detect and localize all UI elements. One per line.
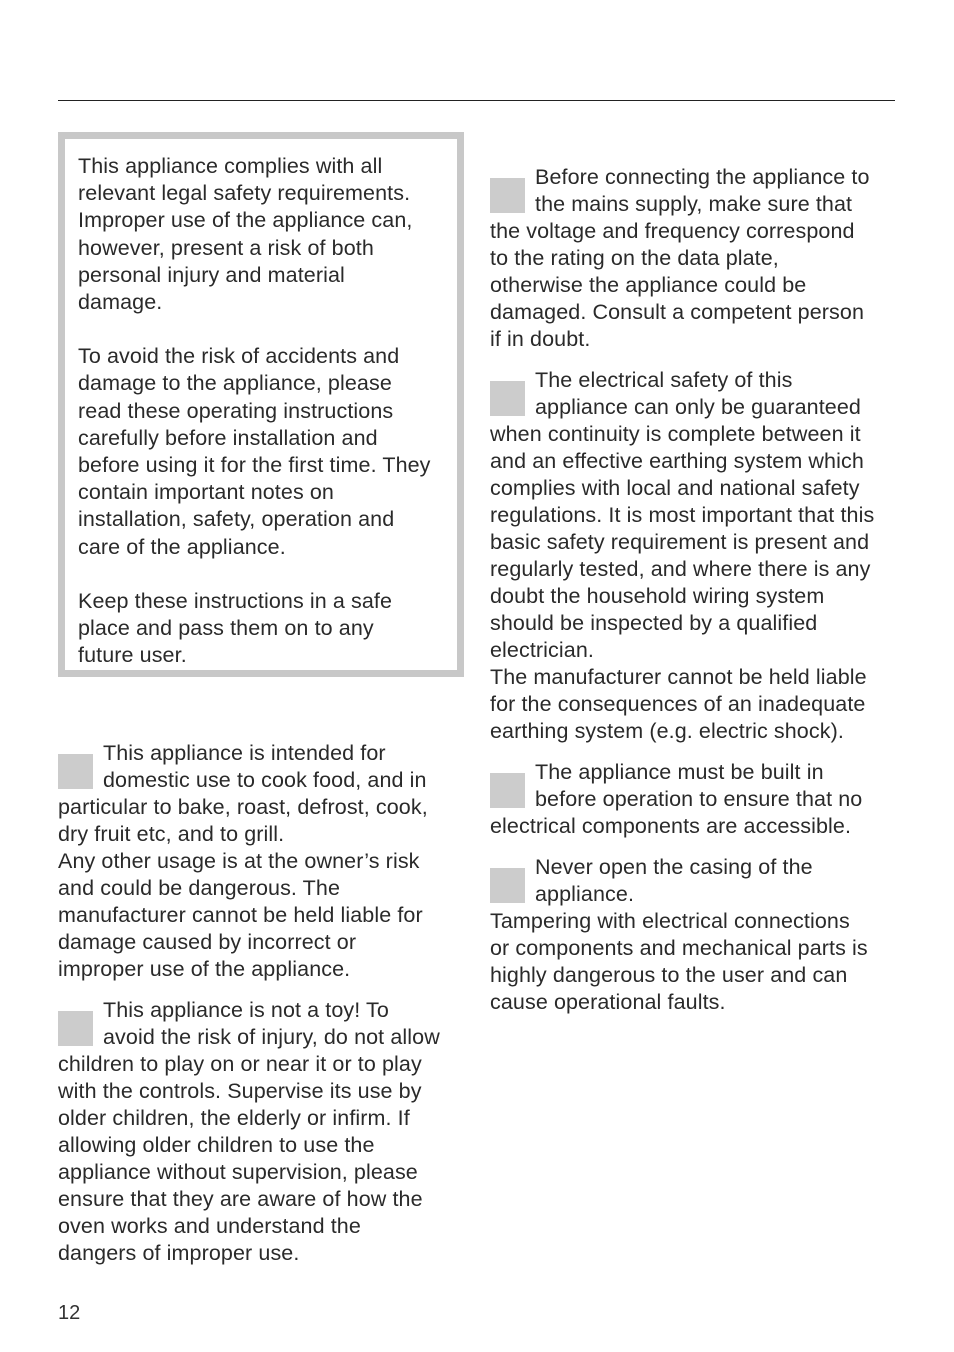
text-line: regularly tested, and where there is any — [490, 557, 871, 581]
text-line: for the consequences of an inadequate — [490, 692, 866, 716]
text-line: Improper use of the appliance can, — [78, 208, 413, 233]
text-line: This appliance complies with all — [78, 154, 383, 178]
text-line: ensure that they are aware of how the — [58, 1187, 423, 1211]
text-line: otherwise the appliance could be — [490, 273, 807, 297]
text-line: earthing system (e.g. electric shock). — [490, 719, 844, 743]
text-line: basic safety requirement is present and — [490, 530, 870, 554]
text-line: place and pass them on to any — [78, 616, 374, 641]
text-line: doubt the household wiring system — [490, 584, 825, 608]
intro-paragraph-3 — [78, 588, 445, 670]
text-line: dangers of improper use. — [58, 1241, 300, 1265]
page-number: 12 — [58, 1302, 81, 1324]
text-line: oven works and understand the — [58, 1214, 361, 1238]
text-line: improper use of the appliance. — [58, 957, 351, 981]
warning-marker-icon — [58, 1011, 93, 1046]
warning-marker-icon — [490, 178, 525, 213]
text-line: children to play on or near it or to play — [58, 1052, 422, 1076]
text-line: manufacturer cannot be held liable for — [58, 903, 423, 927]
text-line: contain important notes on — [78, 480, 334, 505]
text-line: electrical components are accessible. — [490, 814, 852, 838]
text-line: appliance can only be guaranteed — [535, 395, 861, 419]
safety-item-built-in — [490, 759, 900, 840]
text-line: older children, the elderly or infirm. If — [58, 1106, 410, 1130]
text-line: highly dangerous to the user and can — [490, 963, 848, 987]
text-line: if in doubt. — [490, 327, 591, 351]
text-line: and an effective earthing system which — [490, 449, 864, 473]
text-line: the voltage and frequency correspond — [490, 219, 855, 243]
text-line: The appliance must be built in — [535, 760, 824, 784]
text-line: and could be dangerous. The — [58, 876, 341, 900]
left-column — [58, 740, 458, 1267]
header-rule — [58, 100, 895, 101]
text-line: appliance without supervision, please — [58, 1160, 418, 1184]
warning-marker-icon — [490, 773, 525, 808]
text-line: care of the appliance. — [78, 534, 286, 559]
safety-item-electrical-safety — [490, 367, 900, 745]
warning-marker-icon — [490, 381, 525, 416]
safety-item-casing — [490, 854, 900, 1016]
text-line: complies with local and national safety — [490, 476, 860, 500]
text-line: Any other usage is at the owner’s risk — [58, 849, 420, 873]
text-line: particular to bake, roast, defrost, cook, — [58, 795, 428, 819]
warning-marker-icon — [490, 868, 525, 903]
text-line: carefully before installation and — [78, 425, 378, 450]
text-line: the mains supply, make sure that — [535, 192, 853, 216]
intro-paragraph-1 — [78, 153, 445, 316]
text-line: relevant legal safety requirements. — [78, 181, 411, 206]
text-line: domestic use to cook food, and in — [103, 768, 427, 792]
text-line: regulations. It is most important that this — [490, 503, 875, 527]
text-line: damaged. Consult a competent person — [490, 300, 865, 324]
text-line: should be inspected by a qualified — [490, 611, 818, 635]
text-line: To avoid the risk of accidents and — [78, 344, 400, 369]
text-line: before using it for the first time. They — [78, 453, 431, 478]
text-line: with the controls. Supervise its use by — [58, 1079, 422, 1103]
safety-item-children — [58, 997, 458, 1267]
text-line: Before connecting the appliance to — [535, 165, 870, 189]
intro-paragraph-2 — [78, 343, 445, 561]
text-line: installation, safety, operation and — [78, 507, 395, 532]
text-line: This appliance is intended for — [103, 741, 386, 765]
text-line: to the rating on the data plate, — [490, 246, 779, 270]
text-line: appliance. — [535, 882, 635, 906]
text-line: damage. — [78, 290, 163, 315]
text-line: damage caused by incorrect or — [58, 930, 357, 954]
warning-marker-icon — [58, 754, 93, 789]
text-line: dry fruit etc, and to grill. — [58, 822, 285, 846]
text-line: cause operational faults. — [490, 990, 726, 1014]
safety-item-mains-supply — [490, 164, 900, 353]
text-line: Keep these instructions in a safe — [78, 588, 393, 613]
text-line: The manufacturer cannot be held liable — [490, 665, 867, 689]
text-line: before operation to ensure that no — [535, 787, 863, 811]
text-line: The electrical safety of this — [535, 368, 793, 392]
text-line: or components and mechanical parts is — [490, 936, 868, 960]
text-line: electrician. — [490, 638, 594, 662]
text-line: This appliance is not a toy! To — [103, 998, 389, 1022]
text-line: allowing older children to use the — [58, 1133, 375, 1157]
text-line: avoid the risk of injury, do not allow — [103, 1025, 440, 1049]
text-line: however, present a risk of both — [78, 235, 374, 260]
text-line: personal injury and material — [78, 262, 345, 287]
text-line: Tampering with electrical connections — [490, 909, 850, 933]
text-line: future user. — [78, 643, 187, 668]
right-column — [490, 164, 900, 1016]
text-line: read these operating instructions — [78, 398, 394, 423]
text-line: Never open the casing of the — [535, 855, 813, 879]
text-line: damage to the appliance, please — [78, 371, 392, 396]
intro-notice-box — [58, 132, 464, 677]
text-line: when continuity is complete between it — [490, 422, 861, 446]
safety-item-intended-use — [58, 740, 458, 983]
